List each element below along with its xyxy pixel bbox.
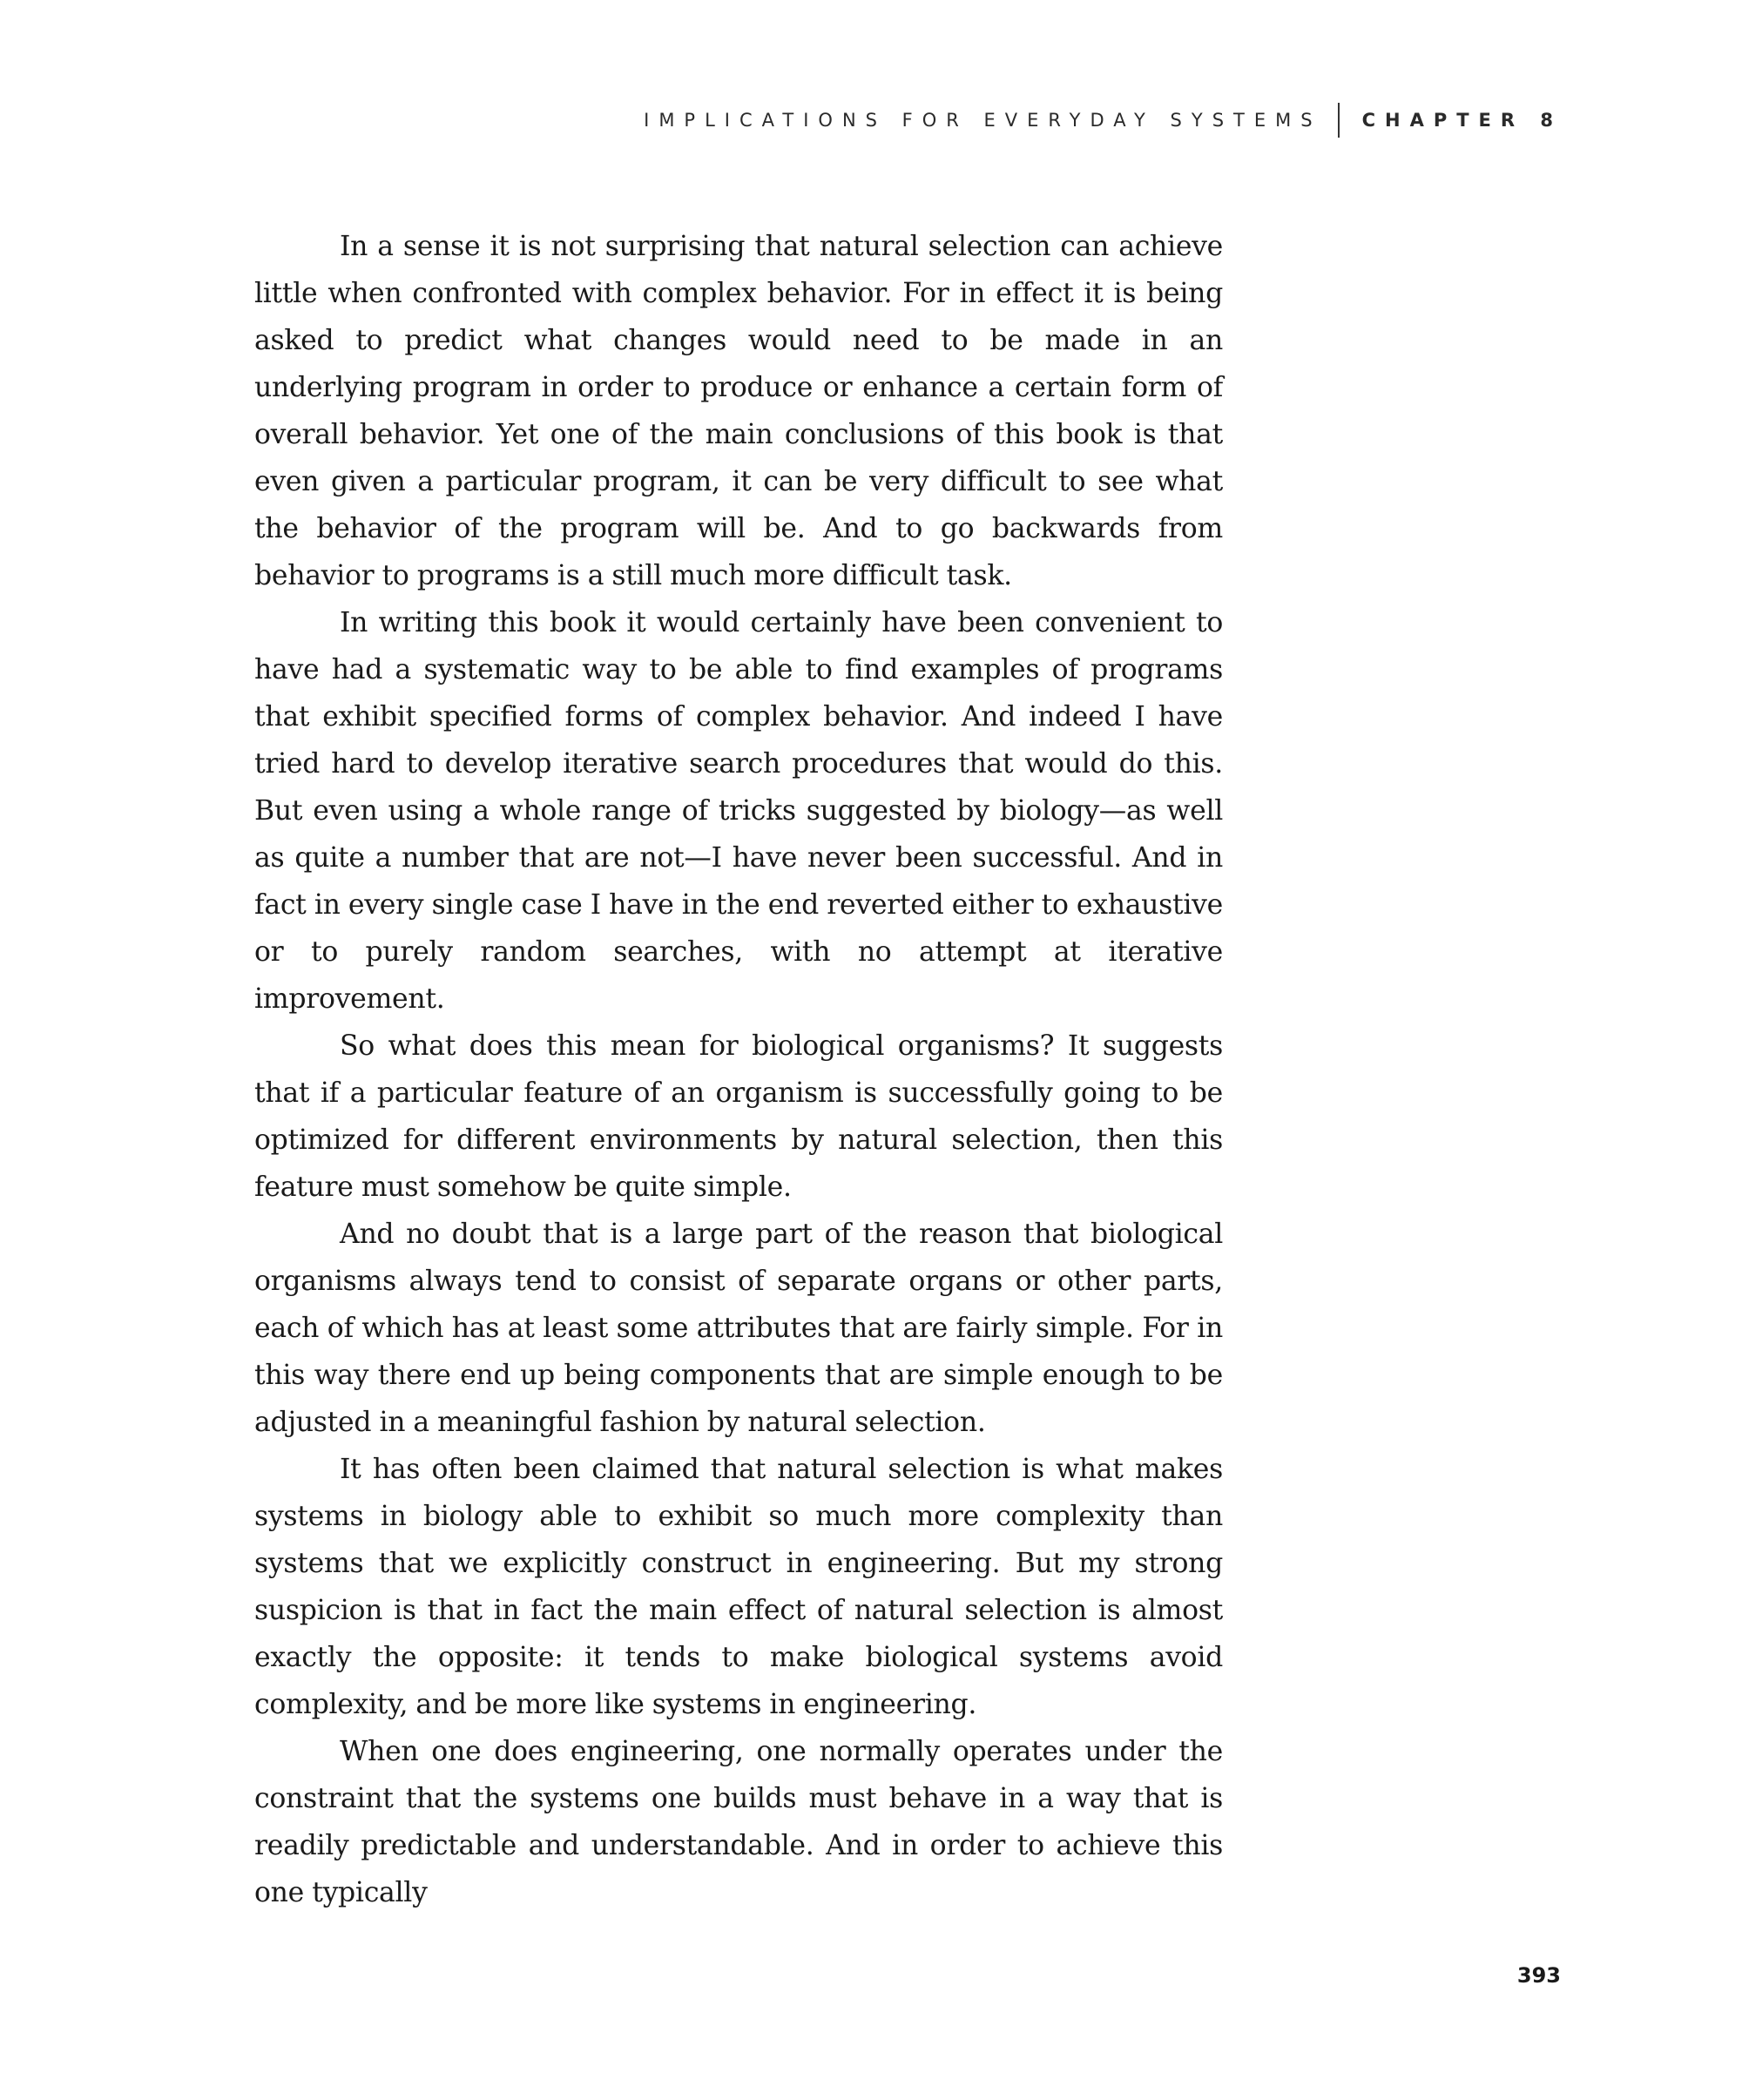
paragraph: In a sense it is not surprising that natural selection can achieve little when confronted with complex behavior. For in effect it is being asked to predict what changes would need to be made in an underlying program in order to produce or enhance a certain form of overall behavior. Yet one of the main conclusions of this book is that even given a particular program, it can be very difficult to see what the behavior of the program will be. And to go backwards from behavior to programs is a still much more difficult task.: [254, 231, 1223, 591]
running-head-section: IMPLICATIONS FOR EVERYDAY SYSTEMS: [644, 110, 1322, 131]
paragraph: And no doubt that is a large part of the reason that biological organisms always tend to consist of separate organs or other parts, each of which has at least some attributes that are fairly simple. For in this way there end up being components that are simple enough to be adjusted in a meaningful fashion by natural selection.: [254, 1219, 1223, 1438]
running-head-divider: [1338, 103, 1340, 138]
body-text: [254, 223, 1223, 1916]
paragraph: In writing this book it would certainly have been convenient to have had a systematic way to be able to find examples of programs that exhibit specified forms of complex behavior. And indeed I have tried hard to develop iterative search procedures that would do this. But even using a whole range of tricks suggested by biology—as well as quite a number that are not—I have never been successful. And in fact in every single case I have in the end reverted either to exhaustive or to purely random searches, with no attempt at iterative improvement.: [254, 607, 1223, 1015]
paragraph: It has often been claimed that natural selection is what makes systems in biology able to exhibit so much more complexity than systems that we explicitly construct in engineering. But my strong suspicion is that in fact the main effect of natural selection is almost exactly the opposite: it tends to make biological systems avoid complexity, and be more like systems in engineering.: [254, 1454, 1223, 1720]
running-head: [0, 103, 1563, 138]
running-head-chapter: CHAPTER 8: [1361, 110, 1563, 131]
paragraph: When one does engineering, one normally operates under the constraint that the systems one builds must behave in a way that is readily predictable and understandable. And in order to achieve this one typically: [254, 1736, 1223, 1908]
paragraph: So what does this mean for biological organisms? It suggests that if a particular feature of an organism is successfully going to be optimized for different environments by natural selection, then this feature must somehow be quite simple.: [254, 1030, 1223, 1203]
page-number: 393: [1516, 1963, 1561, 1988]
